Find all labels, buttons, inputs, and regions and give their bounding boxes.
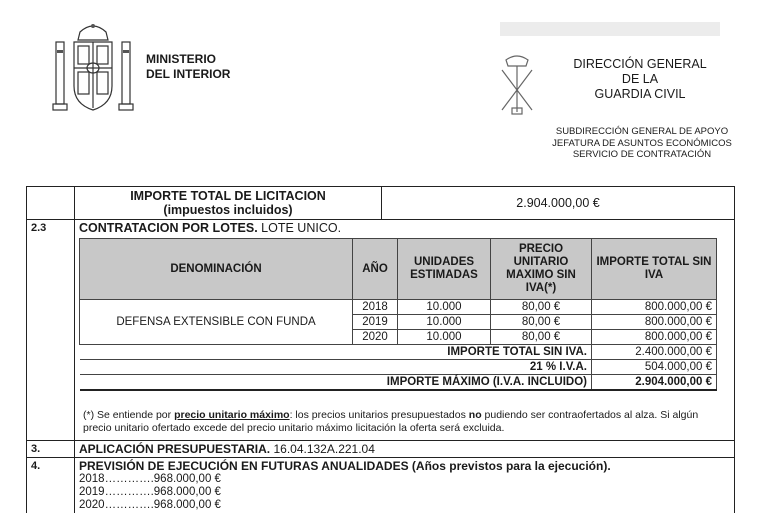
sub-line-2: JEFATURA DE ASUNTOS ECONÓMICOS [552, 137, 732, 149]
redacted-stamp [500, 22, 720, 36]
section-3-label: APLICACIÓN PRESUPUESTARIA. [79, 442, 271, 456]
ministry-line-2: DEL INTERIOR [146, 67, 231, 81]
ministry-line-1: MINISTERIO [146, 52, 217, 66]
table-row: 2019 10.000 80,00 € 800.000,00 € [80, 315, 717, 330]
document-table [26, 186, 735, 513]
sub-line-3: SERVICIO DE CONTRATACIÓN [572, 149, 712, 160]
section-2-3 [27, 220, 735, 441]
section-4 [27, 458, 735, 513]
dg-line-2: DE LA [621, 72, 659, 86]
section-4-title: PREVISIÓN DE EJECUCIÓN EN FUTURAS ANUALIDADES (Años previstos para la ejecución). [79, 459, 611, 473]
col-unidades: UNIDADES ESTIMADAS [398, 239, 491, 300]
dg-line-1: DIRECCIÓN GENERAL [573, 57, 707, 71]
col-denominacion: DENOMINACIÓN [80, 239, 353, 300]
section-number: 4. [27, 458, 75, 513]
table-row: 2020 10.000 80,00 € 800.000,00 € [80, 330, 717, 345]
section-3-value: 16.04.132A.221.04 [270, 442, 375, 456]
denominacion-cell: DEFENSA EXTENSIBLE CON FUNDA [80, 300, 353, 345]
subdireccion [524, 126, 760, 161]
iva-row: 21 % I.V.A. 504.000,00 € [80, 360, 717, 375]
importe-maximo-row: IMPORTE MÁXIMO (I.V.A. INCLUIDO) 2.904.000,00 € [80, 375, 717, 391]
dg-line-3: GUARDIA CIVIL [594, 87, 686, 101]
sub-line-1: SUBDIRECCIÓN GENERAL DE APOYO [555, 126, 729, 137]
annuality-2020: 2020………….968.000,00 € [79, 499, 221, 511]
annuality-2018: 2018………….968.000,00 € [79, 473, 221, 485]
ministry-name [146, 52, 230, 82]
importe-total-label: IMPORTE TOTAL DE LICITACION (impuestos incluidos) [75, 187, 382, 219]
col-importe: IMPORTE TOTAL SIN IVA [592, 239, 717, 300]
table-row: DEFENSA EXTENSIBLE CON FUNDA 2018 10.000 80,00 € 800.000,00 € [80, 300, 717, 315]
lot-table [79, 238, 717, 391]
col-anio: AÑO [353, 239, 398, 300]
total-sin-iva-row: IMPORTE TOTAL SIN IVA. 2.400.000,00 € [80, 345, 717, 360]
direccion-general [530, 57, 750, 102]
importe-num-cell [27, 187, 75, 219]
section-title: CONTRATACION POR LOTES. LOTE UNICO. [79, 221, 342, 235]
importe-total-row [27, 187, 735, 220]
section-3 [27, 441, 735, 458]
section-number: 2.3 [27, 220, 75, 440]
coat-of-arms-emblem [50, 20, 136, 120]
table-header-row [80, 239, 717, 300]
price-note: (*) Se entiende por precio unitario máximo: los precios unitarios presupuestados no pudiendo ser contraofertados al alza. Si algún precio unitario ofertado excede del precio unitario máximo licitación la oferta será excluida. [83, 409, 699, 434]
section-number: 3. [27, 441, 75, 457]
importe-total-value: 2.904.000,00 € [382, 187, 735, 219]
annuality-2019: 2019………….968.000,00 € [79, 486, 221, 498]
col-precio: PRECIO UNITARIO MAXIMO SIN IVA(*) [491, 239, 592, 300]
